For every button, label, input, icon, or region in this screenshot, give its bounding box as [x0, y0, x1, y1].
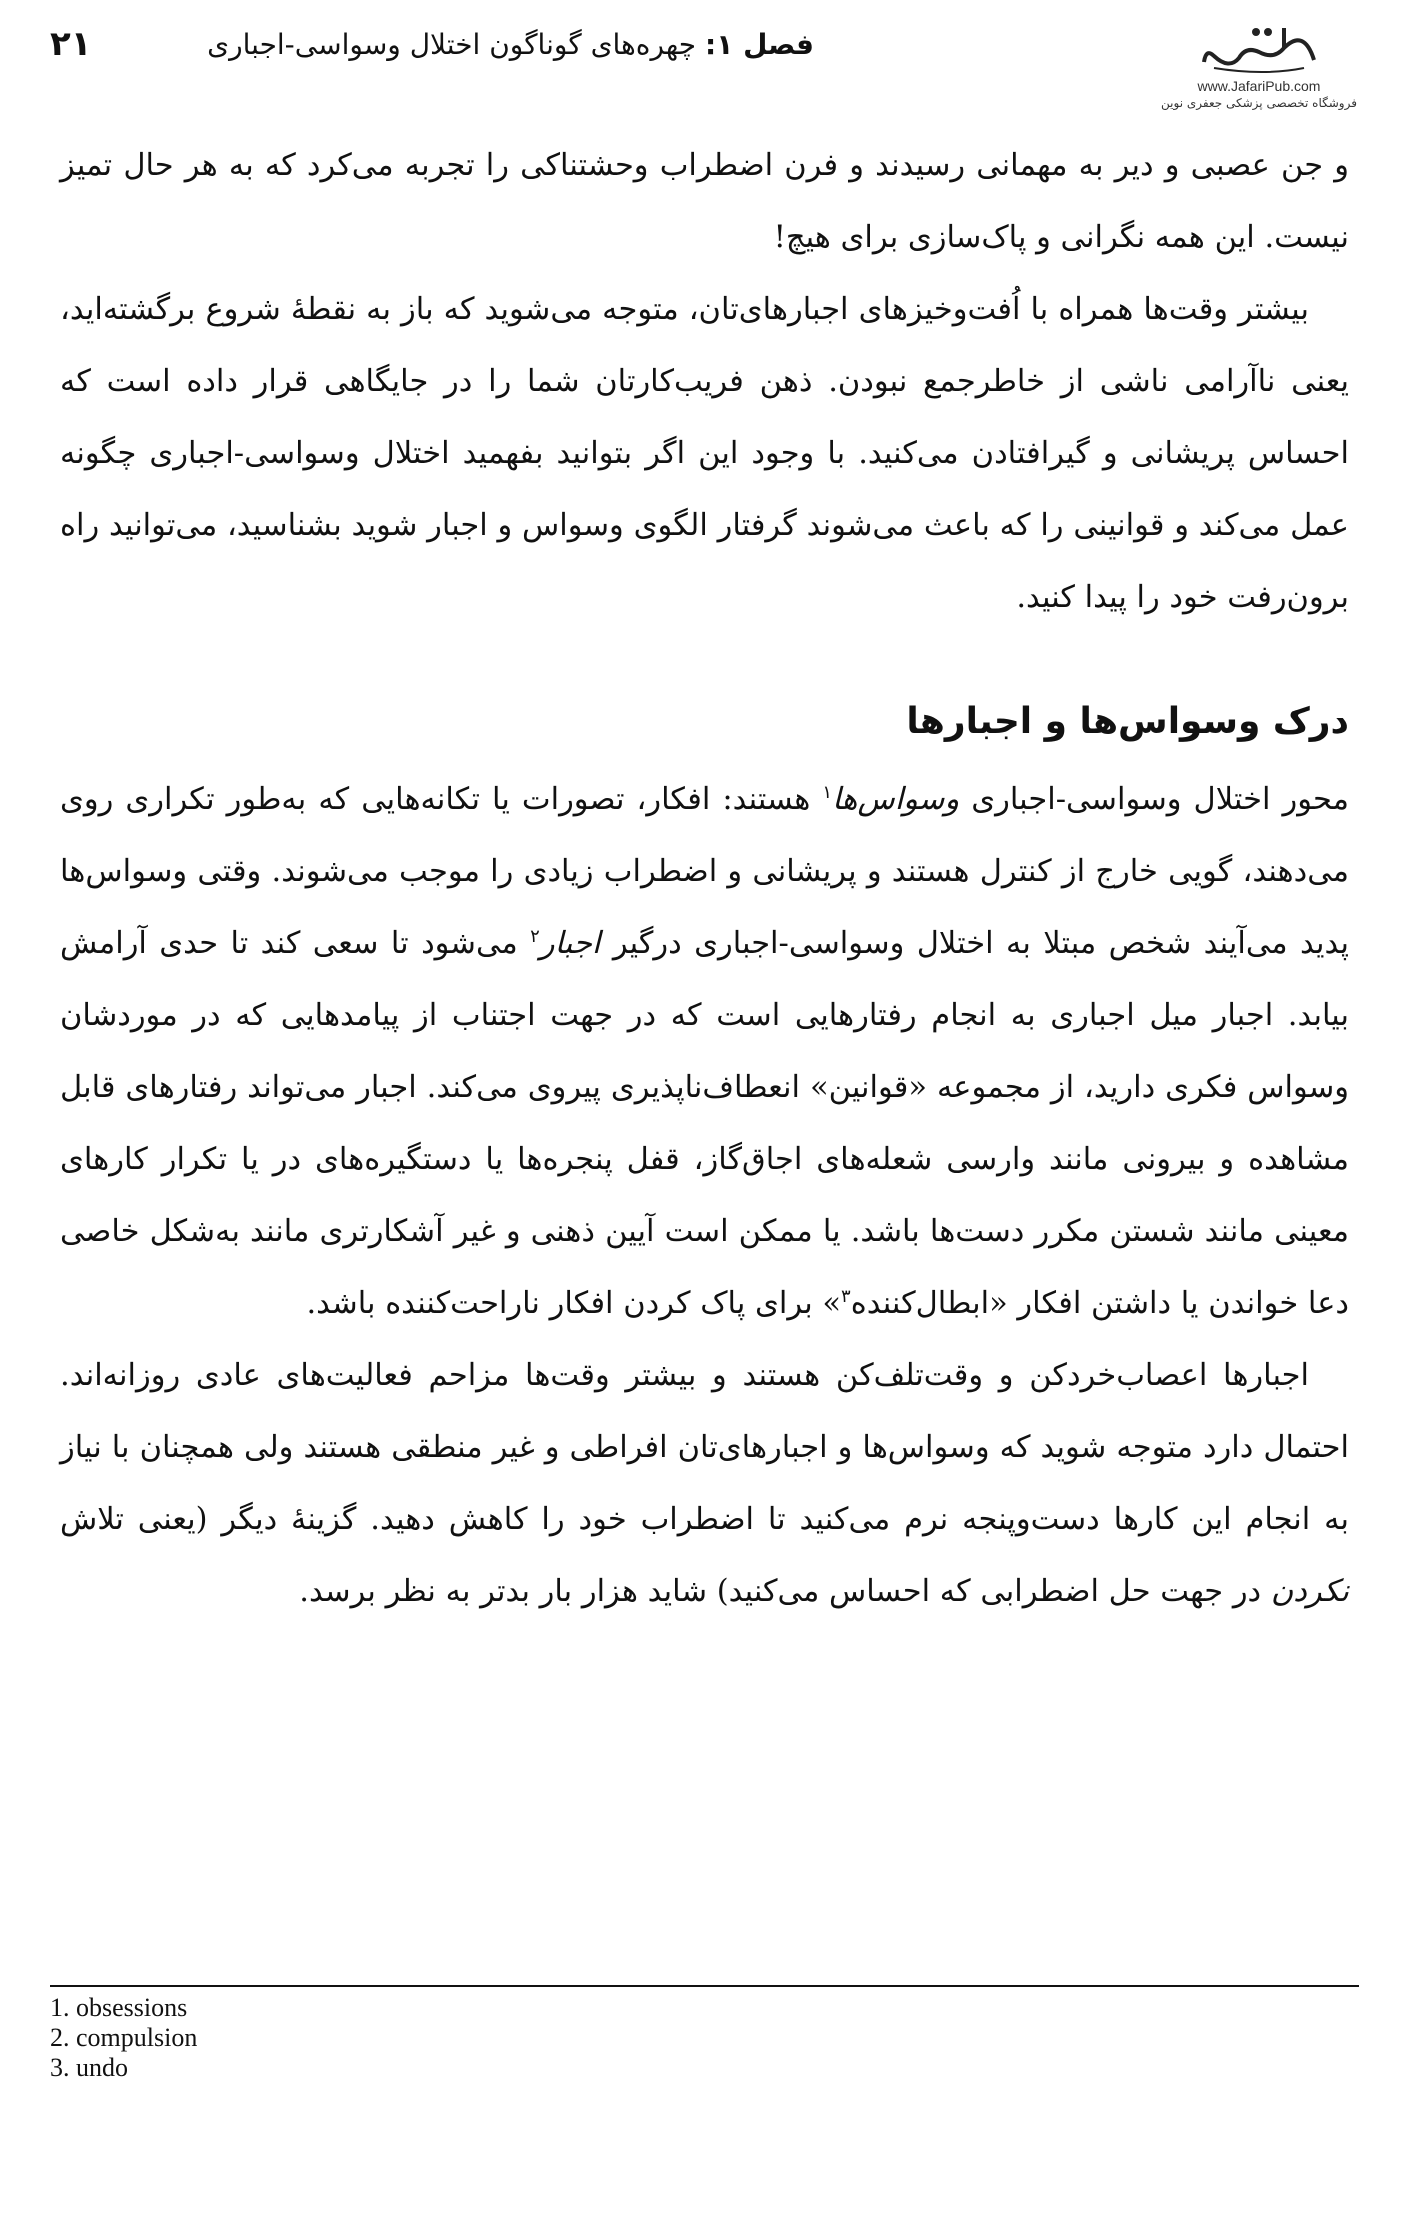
text-run: اجبارها اعصاب‌خردکن و وقت‌تلف‌کن هستند و بیشتر وقت‌ها مزاحم فعالیت‌های عادی روزانه‌اند. احتمال دارد متوجه شوید که وسواس‌ها و اجبارهای‌تان افراطی و غیر منطقی هستند ولی همچنان با نیاز به انجام این کارها دست‌وپنجه نرم می‌کنید تا اضطراب خود را کاهش دهید. گزینهٔ دیگر (یعنی تلاش: [60, 1358, 1349, 1537]
footnote-ref-3: ۳: [841, 1285, 851, 1307]
footnote-3: 3. undo: [50, 2053, 128, 2082]
page-body: [60, 130, 1349, 1628]
text-run: هستند: افکار، تصورات یا تکانه‌هایی که به‌طور تکراری روی می‌دهند، گویی خارج از کنترل هستند و پریشانی و اضطراب زیادی را موجب می‌شوند. وقتی وسواس‌ها پدید می‌آیند شخص مبتلا به اختلال وسواسی-اجباری درگیر: [60, 782, 1350, 961]
page-header: [50, 18, 1359, 110]
logo-mark-icon: [1184, 18, 1334, 76]
footnote-1: 1. obsessions: [50, 1993, 188, 2022]
paragraph-2: بیشتر وقت‌ها همراه با اُفت‌وخیزهای اجبارهای‌تان، متوجه می‌شوید که باز به نقطهٔ شروع برگشته‌اید، یعنی ناآرامی ناشی از خاطرجمع نبودن. ذهن فریب‌کارتان شما را در جایگاهی قرار داده است که احساس پریشانی و گیرافتادن می‌کنید. با وجود این اگر بتوانید بفهمید اختلال وسواسی-اجباری چگونه عمل می‌کند و قوانینی را که باعث می‌شوند گرفتار الگوی وسواس و اجبار شوید بشناسید، می‌توانید راه برون‌رفت خود را پیدا کنید.: [60, 292, 1349, 615]
running-head: [207, 28, 814, 61]
logo-url: www.JafariPub.com: [1197, 78, 1321, 94]
paragraph-1: و جن عصبی و دیر به مهمانی رسیدند و فرن اضطراب وحشتناکی را تجربه می‌کرد که به هر حال تمیز نیست. این همه نگرانی و پاک‌سازی برای هیچ!: [60, 148, 1349, 255]
paragraph-4: [60, 1340, 1349, 1628]
text-run: » برای پاک کردن افکار ناراحت‌کننده باشد.: [306, 1286, 842, 1321]
term-compulsion: اجبار: [539, 926, 601, 961]
text-run: می‌شود تا سعی کند تا حدی آرامش بیابد. اجبار میل اجباری به انجام رفتارهایی است که در جهت اجتناب از پیامدهایی که در موردشان وسواس فکری دارید، از مجموعه «قوانین» انعطاف‌ناپذیری پیروی می‌کند. اجبار می‌تواند رفتارهای قابل مشاهده و بیرونی مانند وارسی شعله‌های اجاق‌گاز، قفل پنجره‌ها یا دستگیره‌های در یا تکرار کارهای معینی مانند شستن مکرر دست‌ها باشد. یا ممکن است آیین ذهنی و غیر آشکارتری مانند به‌شکل خاصی دعا خواندن یا داشتن افکار «ابطال‌کننده: [60, 926, 1349, 1321]
term-obsessions: وسواس‌ها: [832, 782, 960, 817]
text-run: محور اختلال وسواسی-اجباری: [971, 782, 1350, 817]
chapter-title: چهره‌های گوناگون اختلال وسواسی-اجباری: [207, 28, 697, 61]
text-run: در جهت حل اضطرابی که احساس می‌کنید) شاید هزار بار بدتر به نظر برسد.: [299, 1574, 1262, 1609]
page-number: ۲۱: [50, 24, 92, 64]
footnotes: [50, 1985, 1359, 2083]
footnote-ref-2: ۲: [530, 925, 540, 947]
section-heading: درک وسواس‌ها و اجبارها: [906, 701, 1349, 742]
publisher-logo: [1159, 18, 1359, 110]
logo-store-name: فروشگاه تخصصی پزشکی جعفری نوین: [1161, 96, 1357, 110]
term-not-doing: نکردن: [1270, 1574, 1349, 1609]
footnote-2: 2. compulsion: [50, 2023, 198, 2052]
paragraph-3: [60, 764, 1349, 1340]
footnote-ref-1: ۱: [822, 781, 833, 803]
chapter-label: فصل ۱:: [705, 28, 814, 61]
